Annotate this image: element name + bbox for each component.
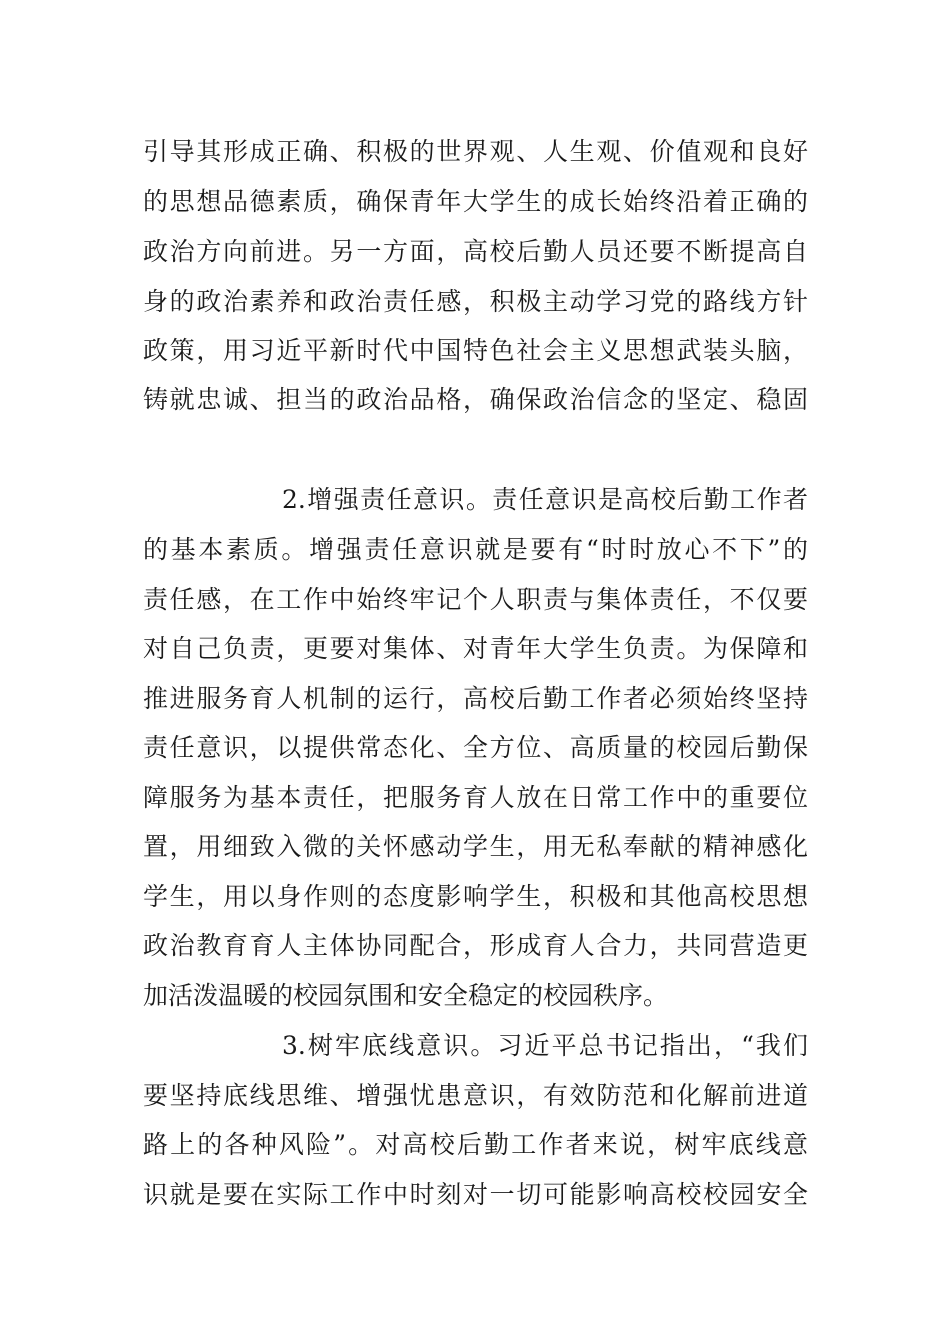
- text-line: 责任意识，以提供常态化、全方位、高质量的校园后勤保: [143, 733, 808, 762]
- text-line: 身的政治素养和政治责任感，积极主动学习党的路线方针: [143, 287, 808, 316]
- paragraph-heading-line: 2.增强责任意识。责任意识是高校后勤工作者: [282, 485, 808, 514]
- text-line: 引导其形成正确、积极的世界观、人生观、价值观和良好: [143, 137, 808, 166]
- text-line: 推进服务育人机制的运行，高校后勤工作者必须始终坚持: [143, 684, 808, 713]
- text-line: 障服务为基本责任，把服务育人放在日常工作中的重要位: [143, 783, 808, 812]
- text-line: 政治教育育人主体协同配合，形成育人合力，共同营造更: [143, 931, 808, 960]
- text-line: 对自己负责，更要对集体、对青年大学生负责。为保障和: [143, 634, 808, 663]
- text-line: 政治方向前进。另一方面，高校后勤人员还要不断提高自: [143, 237, 808, 266]
- text-line: 识就是要在实际工作中时刻对一切可能影响高校校园安全: [143, 1180, 808, 1209]
- text-line: 要坚持底线思维、增强忧患意识，有效防范和化解前进道: [143, 1081, 808, 1110]
- text-line: 置，用细致入微的关怀感动学生，用无私奉献的精神感化: [143, 832, 808, 861]
- text-line: 学生，用以身作则的态度影响学生，积极和其他高校思想: [143, 882, 808, 911]
- text-line: 的基本素质。增强责任意识就是要有“时时放心不下”的: [143, 535, 808, 564]
- paragraph-heading-line: 3.树牢底线意识。习近平总书记指出，“我们: [282, 1031, 808, 1060]
- text-line: 路上的各种风险”。对高校后勤工作者来说，树牢底线意: [143, 1130, 808, 1159]
- text-line: 政策，用习近平新时代中国特色社会主义思想武装头脑，: [143, 336, 808, 365]
- text-line: 责任感，在工作中始终牢记个人职责与集体责任，不仅要: [143, 585, 808, 614]
- text-line: 铸就忠诚、担当的政治品格，确保政治信念的坚定、稳固: [143, 385, 808, 414]
- text-line: 的思想品德素质，确保青年大学生的成长始终沿着正确的: [143, 187, 808, 216]
- text-line: 加活泼温暖的校园氛围和安全稳定的校园秩序。: [143, 981, 669, 1010]
